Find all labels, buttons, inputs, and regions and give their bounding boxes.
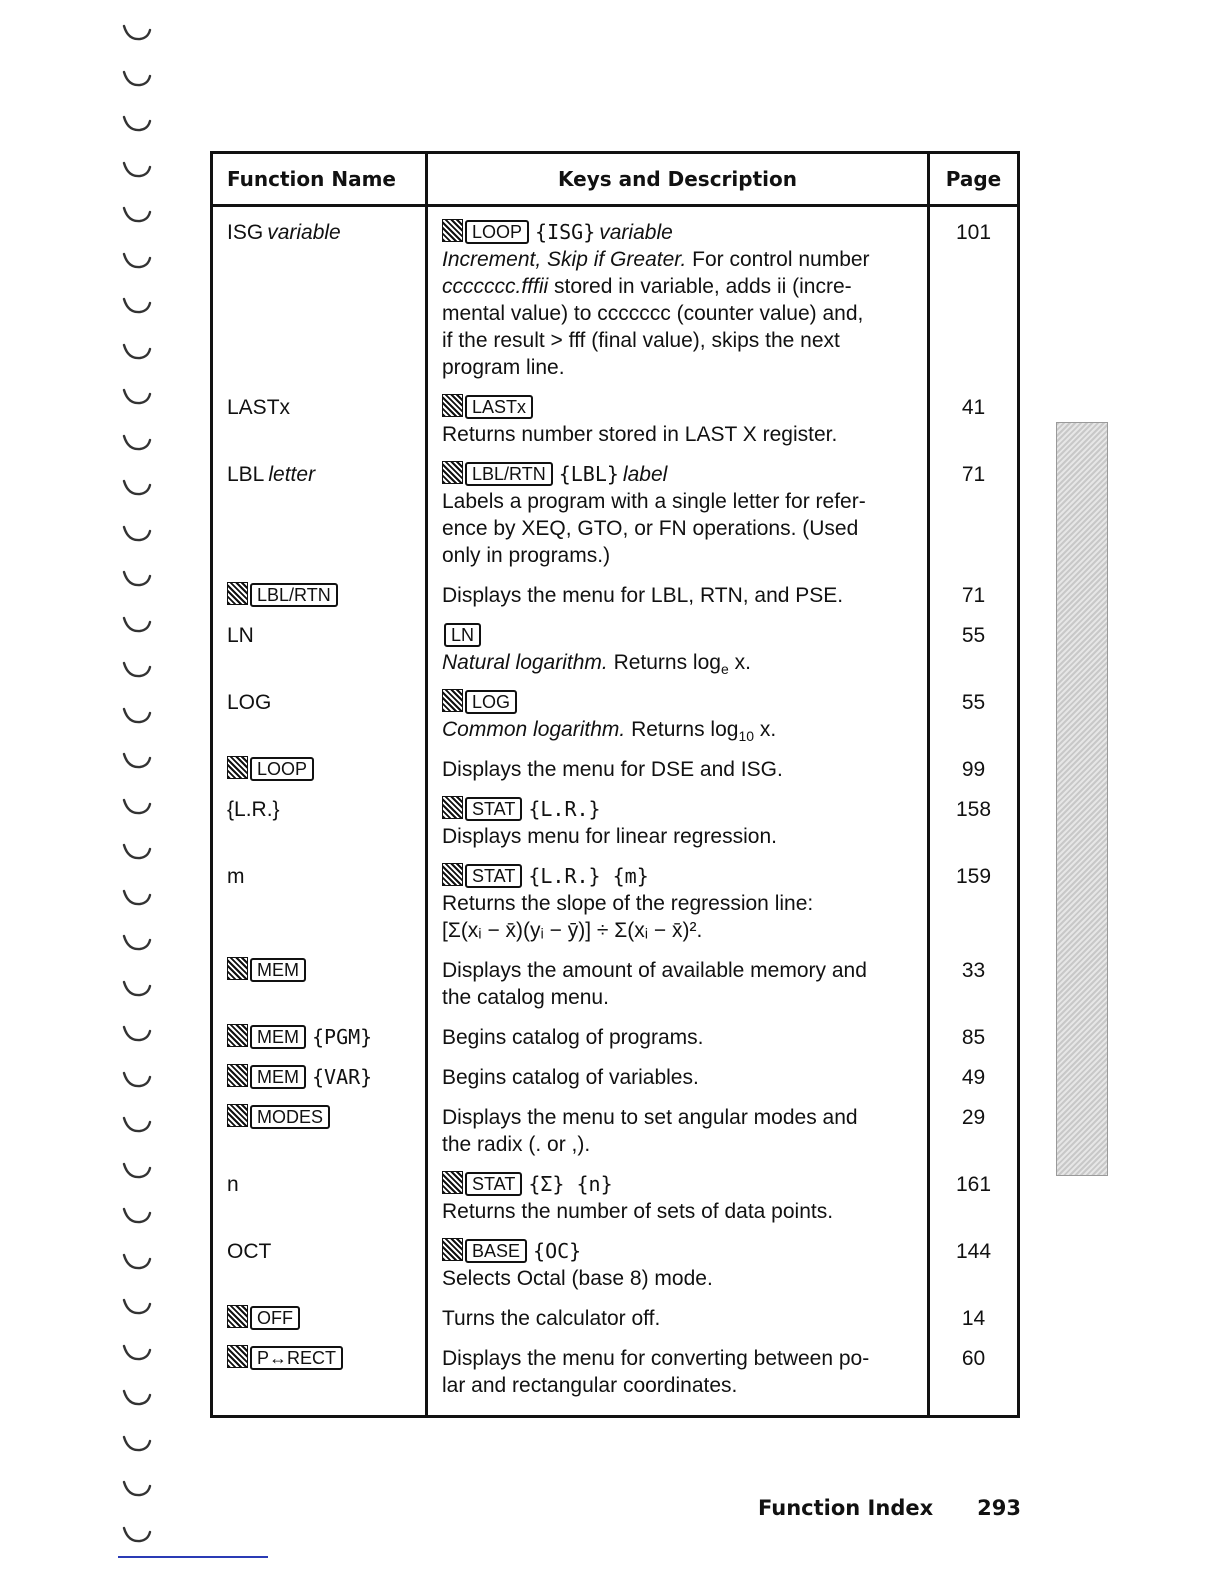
keys-description-cell [427, 206, 929, 389]
table-row [212, 616, 1019, 683]
description-text: the radix (. or ,). [442, 1133, 591, 1156]
binding-ring-icon [120, 1342, 154, 1364]
description-text: Returns the slope of the regression line: [442, 892, 814, 915]
menu-key-label: {L.R.} [528, 797, 601, 821]
binding-ring-icon [120, 477, 154, 499]
page-number: 49 [929, 1058, 1019, 1098]
keys-description-cell [427, 750, 929, 790]
description-text: For control number [686, 248, 870, 271]
function-name: LBL [227, 463, 265, 486]
header-keys-description: Keys and Description [427, 153, 929, 206]
function-name: LOG [227, 691, 272, 714]
calculator-key: OFF [250, 1306, 300, 1330]
page-footer [758, 1496, 1021, 1520]
page-number: 55 [929, 683, 1019, 750]
function-name: {L.R.} [227, 798, 280, 821]
key-sequence [442, 1238, 917, 1265]
section-thumb-tab [1056, 422, 1108, 1176]
keys-description-cell [427, 683, 929, 750]
page-number: 29 [929, 1098, 1019, 1165]
binding-ring-icon [120, 204, 154, 226]
description-text: Begins catalog of variables. [442, 1066, 699, 1089]
page-number: 71 [929, 455, 1019, 576]
function-name-cell [212, 576, 427, 616]
footer-section-title: Function Index [757, 1496, 934, 1520]
binding-ring-icon [120, 659, 154, 681]
page-number: 60 [929, 1339, 1019, 1417]
shift-key-icon [442, 219, 463, 242]
function-name-cell [212, 1098, 427, 1165]
function-name-cell [212, 1232, 427, 1299]
menu-key-label: {ISG} [535, 220, 596, 244]
calculator-key: MEM [250, 1065, 306, 1089]
description-text: Returns the number of sets of data points. [442, 1200, 834, 1223]
description-text: Returns log [625, 718, 739, 741]
binding-ring-icon [120, 1524, 154, 1546]
description-text: x. [754, 718, 777, 741]
calculator-key: MEM [250, 1025, 306, 1049]
description-text: Displays the menu for DSE and ISG. [442, 758, 783, 781]
binding-ring-icon [120, 250, 154, 272]
key-sequence [442, 796, 917, 823]
function-index-table [210, 151, 1020, 1418]
description-emphasis: Increment, Skip if Greater. [442, 248, 687, 271]
function-name-cell [212, 1299, 427, 1339]
keys-description-cell [427, 1165, 929, 1232]
function-name-cell [212, 455, 427, 576]
menu-key-label: {OC} [533, 1239, 582, 1263]
description-text: stored in variable, adds ii (incre- [548, 275, 852, 298]
function-name: m [227, 865, 245, 888]
calculator-key: LOOP [250, 757, 314, 781]
shift-key-icon [442, 796, 463, 819]
binding-ring-icon [120, 1205, 154, 1227]
binding-ring-icon [120, 887, 154, 909]
keys-description-cell [427, 1058, 929, 1098]
calculator-key: STAT [465, 1172, 522, 1196]
description-text: Returns number stored in LAST X register. [442, 423, 838, 446]
shift-key-icon [227, 1024, 248, 1047]
table-row [212, 857, 1019, 951]
table-row [212, 455, 1019, 576]
page-number: 41 [929, 388, 1019, 455]
menu-key-label: {LBL} [558, 462, 619, 486]
calculator-key: P↔RECT [250, 1346, 343, 1370]
function-name-cell [212, 1058, 427, 1098]
description-line [442, 515, 917, 542]
binding-ring-icon [120, 1114, 154, 1136]
calculator-key: LOOP [465, 220, 529, 244]
calculator-key: LOG [465, 690, 517, 714]
page-number: 159 [929, 857, 1019, 951]
bottom-rule [118, 1556, 268, 1558]
table-row [212, 951, 1019, 1018]
function-name-cell [212, 1018, 427, 1058]
description-line [442, 1064, 917, 1091]
description-line [442, 1345, 917, 1372]
keys-description-cell [427, 576, 929, 616]
calculator-key: BASE [465, 1239, 527, 1263]
binding-ring-icon [120, 68, 154, 90]
spiral-binding [112, 0, 172, 1584]
function-name: ISG [227, 221, 264, 244]
description-line [442, 421, 917, 448]
binding-ring-icon [120, 432, 154, 454]
function-name-cell [212, 1339, 427, 1417]
binding-ring-icon [120, 750, 154, 772]
binding-ring-icon [120, 705, 154, 727]
binding-ring-icon [120, 1296, 154, 1318]
header-function-name: Function Name [212, 153, 427, 206]
description-text: if the result > fff (final value), skips the next [442, 329, 840, 352]
binding-ring-icon [120, 159, 154, 181]
keys-description-cell [427, 616, 929, 683]
table-row [212, 576, 1019, 616]
page-number: 161 [929, 1165, 1019, 1232]
argument-label: variable [599, 221, 673, 244]
binding-ring-icon [120, 341, 154, 363]
binding-ring-icon [120, 932, 154, 954]
shift-key-icon [227, 1305, 248, 1328]
function-name-cell [212, 206, 427, 389]
calculator-key: LBL/RTN [465, 462, 553, 486]
binding-ring-icon [120, 1387, 154, 1409]
description-text: the catalog menu. [442, 986, 609, 1009]
description-text: only in programs.) [442, 544, 611, 567]
binding-ring-icon [120, 386, 154, 408]
function-name: LASTx [227, 396, 291, 419]
table-row [212, 1058, 1019, 1098]
shift-key-icon [227, 957, 248, 980]
key-sequence [442, 1171, 917, 1198]
shift-key-icon [442, 394, 463, 417]
table-row [212, 1018, 1019, 1058]
binding-ring-icon [120, 295, 154, 317]
shift-key-icon [227, 1064, 248, 1087]
table-row [212, 1098, 1019, 1165]
description-text: mental value) to ccccccc (counter value) and, [442, 302, 864, 325]
page-number: 71 [929, 576, 1019, 616]
menu-key-label: {PGM} [312, 1025, 373, 1049]
description-text: Displays menu for linear regression. [442, 825, 777, 848]
table-header-row [212, 153, 1019, 206]
binding-ring-icon [120, 614, 154, 636]
function-name-cell [212, 683, 427, 750]
description-line [442, 582, 917, 609]
description-line [442, 327, 917, 354]
function-name-cell [212, 750, 427, 790]
description-line [442, 957, 917, 984]
header-page: Page [929, 153, 1019, 206]
table-row [212, 1339, 1019, 1417]
description-text: Turns the calculator off. [442, 1307, 661, 1330]
description-text: x. [728, 651, 751, 674]
function-name: LN [227, 624, 254, 647]
key-sequence [442, 622, 917, 649]
table-row [212, 206, 1019, 389]
function-argument: variable [267, 221, 341, 244]
page-number: 144 [929, 1232, 1019, 1299]
argument-label: label [622, 463, 668, 486]
description-line [442, 917, 917, 944]
description-text: Begins catalog of programs. [442, 1026, 704, 1049]
menu-key-label: {L.R.} {m} [528, 864, 649, 888]
description-line [442, 1198, 917, 1225]
keys-description-cell [427, 1339, 929, 1417]
calculator-key: LN [444, 623, 481, 647]
binding-ring-icon [120, 1069, 154, 1091]
binding-ring-icon [120, 568, 154, 590]
description-text: Displays the menu for LBL, RTN, and PSE. [442, 584, 844, 607]
description-text: Displays the menu for converting between po- [442, 1347, 870, 1370]
description-line [442, 984, 917, 1011]
description-line [442, 1024, 917, 1051]
page-number: 55 [929, 616, 1019, 683]
description-line [442, 246, 917, 273]
description-line [442, 716, 917, 743]
description-line [442, 649, 917, 676]
table-row [212, 1165, 1019, 1232]
description-line [442, 1131, 917, 1158]
binding-ring-icon [120, 978, 154, 1000]
description-text: Displays the menu to set angular modes and [442, 1106, 858, 1129]
keys-description-cell [427, 1232, 929, 1299]
table-row [212, 1299, 1019, 1339]
description-line [442, 300, 917, 327]
footer-page-number: 293 [977, 1496, 1021, 1520]
binding-ring-icon [120, 841, 154, 863]
shift-key-icon [227, 756, 248, 779]
description-text: Labels a program with a single letter for refer- [442, 490, 866, 513]
shift-key-icon [442, 863, 463, 886]
calculator-key: STAT [465, 797, 522, 821]
function-name-cell [212, 388, 427, 455]
page-number: 99 [929, 750, 1019, 790]
description-emphasis: Common logarithm. [442, 718, 626, 741]
key-sequence [442, 461, 917, 488]
description-line [442, 1305, 917, 1332]
description-line [442, 488, 917, 515]
page-number: 85 [929, 1018, 1019, 1058]
keys-description-cell [427, 388, 929, 455]
key-sequence [442, 219, 917, 246]
calculator-key: STAT [465, 864, 522, 888]
table-row [212, 750, 1019, 790]
description-line [442, 756, 917, 783]
description-line [442, 1265, 917, 1292]
description-text: program line. [442, 356, 565, 379]
page-number: 33 [929, 951, 1019, 1018]
calculator-key: LASTx [465, 395, 533, 419]
shift-key-icon [442, 689, 463, 712]
description-line [442, 354, 917, 381]
shift-key-icon [442, 461, 463, 484]
description-text: lar and rectangular coordinates. [442, 1374, 738, 1397]
description-line [442, 1372, 917, 1399]
description-line [442, 823, 917, 850]
keys-description-cell [427, 951, 929, 1018]
page-number: 101 [929, 206, 1019, 389]
description-text: Returns log [607, 651, 721, 674]
description-text: [Σ(xᵢ − x̄)(yᵢ − ȳ)] ÷ Σ(xᵢ − x̄)². [442, 919, 703, 942]
function-name: OCT [227, 1240, 272, 1263]
description-text: Selects Octal (base 8) mode. [442, 1267, 713, 1290]
menu-key-label: {VAR} [312, 1065, 373, 1089]
page-number: 158 [929, 790, 1019, 857]
binding-ring-icon [120, 113, 154, 135]
calculator-key: LBL/RTN [250, 583, 338, 607]
page-number: 14 [929, 1299, 1019, 1339]
binding-ring-icon [120, 1478, 154, 1500]
keys-description-cell [427, 455, 929, 576]
keys-description-cell [427, 1098, 929, 1165]
calculator-key: MODES [250, 1105, 330, 1129]
description-text: ence by XEQ, GTO, or FN operations. (Used [442, 517, 859, 540]
binding-ring-icon [120, 1160, 154, 1182]
key-sequence [442, 394, 917, 421]
description-line [442, 273, 917, 300]
function-name-cell [212, 857, 427, 951]
shift-key-icon [442, 1238, 463, 1261]
table-row [212, 1232, 1019, 1299]
description-emphasis: ccccccc.fffii [442, 275, 549, 298]
function-name: n [227, 1173, 239, 1196]
description-emphasis: Natural logarithm. [442, 651, 608, 674]
description-subscript: 10 [738, 728, 755, 745]
table-row [212, 683, 1019, 750]
key-sequence [442, 689, 917, 716]
shift-key-icon [227, 1345, 248, 1368]
binding-ring-icon [120, 523, 154, 545]
description-subscript: e [720, 661, 729, 678]
description-text: Displays the amount of available memory and [442, 959, 867, 982]
function-name-cell [212, 790, 427, 857]
description-line [442, 890, 917, 917]
binding-ring-icon [120, 796, 154, 818]
calculator-key: MEM [250, 958, 306, 982]
function-name-cell [212, 616, 427, 683]
table-row [212, 790, 1019, 857]
keys-description-cell [427, 1018, 929, 1058]
shift-key-icon [227, 582, 248, 605]
function-argument: letter [268, 463, 316, 486]
function-name-cell [212, 951, 427, 1018]
shift-key-icon [442, 1171, 463, 1194]
menu-key-label: {Σ} {n} [528, 1172, 613, 1196]
binding-ring-icon [120, 1251, 154, 1273]
description-line [442, 1104, 917, 1131]
binding-ring-icon [120, 1433, 154, 1455]
binding-ring-icon [120, 22, 154, 44]
keys-description-cell [427, 857, 929, 951]
function-name-cell [212, 1165, 427, 1232]
description-line [442, 542, 917, 569]
keys-description-cell [427, 1299, 929, 1339]
key-sequence [442, 863, 917, 890]
binding-ring-icon [120, 1023, 154, 1045]
shift-key-icon [227, 1104, 248, 1127]
table-row [212, 388, 1019, 455]
keys-description-cell [427, 790, 929, 857]
